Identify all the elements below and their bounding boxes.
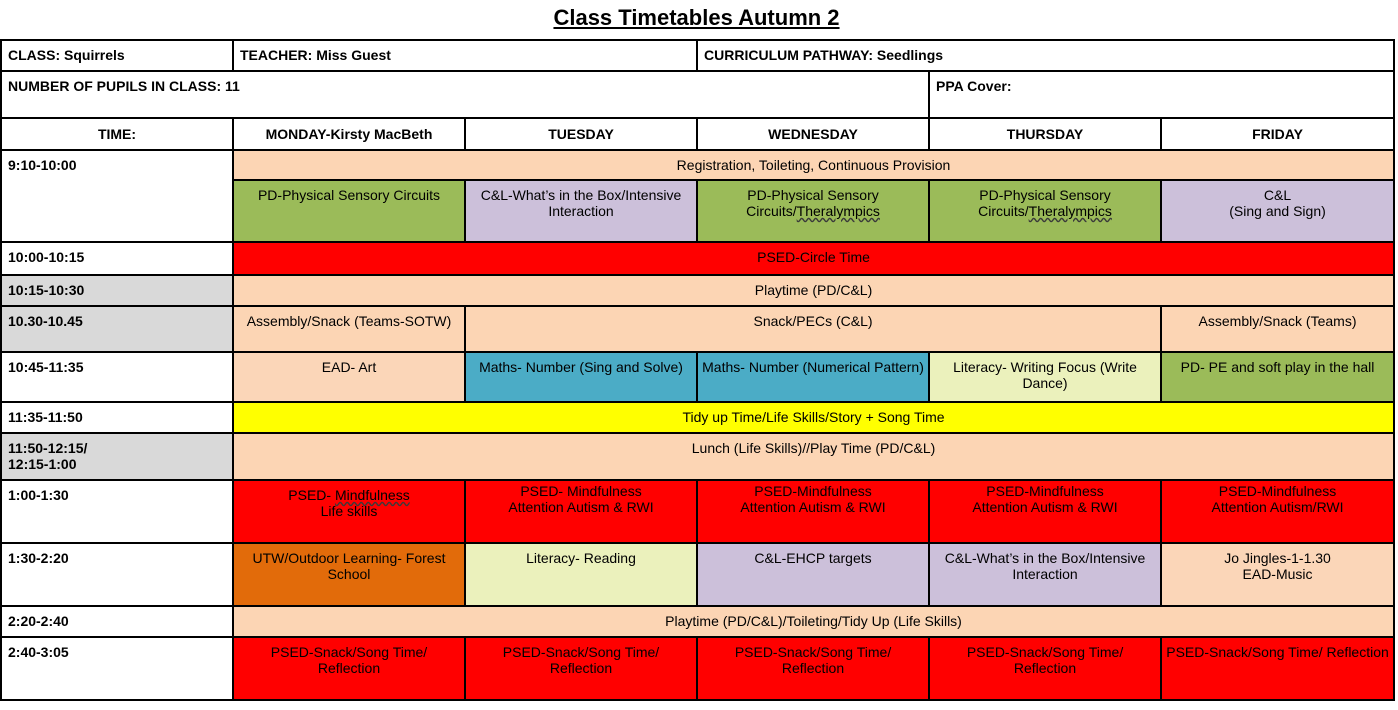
activity-cell: Maths- Number (Sing and Solve): [465, 352, 697, 402]
activity-line: Attention Autism/RWI: [1211, 499, 1344, 515]
activity-line: Circuits/: [746, 203, 797, 219]
info-row: [1, 40, 1394, 71]
activity-cell: [697, 180, 929, 242]
activity-cell: [1161, 480, 1394, 543]
activity-cell: PSED-Snack/Song Time/ Reflection: [465, 637, 697, 700]
table-row: [1, 637, 1394, 700]
activity-cell: [697, 480, 929, 543]
time-cell: 9:10-10:00: [1, 150, 233, 242]
activity-line: PSED-: [288, 487, 335, 503]
activity-line: PSED-Mindfulness: [1218, 483, 1337, 499]
teacher-label: TEACHER: Miss Guest: [233, 40, 697, 71]
activity-line: C&L: [1263, 187, 1292, 203]
ppa-label: PPA Cover:: [929, 71, 1394, 118]
activity-line: PSED-Mindfulness: [754, 483, 872, 499]
activity-cell: C&L-What’s in the Box/Intensive Interaction: [465, 180, 697, 242]
header-monday: MONDAY-Kirsty MacBeth: [233, 118, 465, 150]
activity-cell: EAD- Art: [233, 352, 465, 402]
activity-cell: UTW/Outdoor Learning- Forest School: [233, 543, 465, 606]
table-row: [1, 150, 1394, 180]
activity-cell: [233, 480, 465, 543]
time-cell: 10:45-11:35: [1, 352, 233, 402]
activity-line: EAD-Music: [1242, 566, 1313, 582]
activity-line: Mindfulness: [334, 487, 410, 503]
activity-line: Attention Autism & RWI: [972, 499, 1118, 515]
header-thursday: THURSDAY: [929, 118, 1161, 150]
activity-line: Circuits/: [978, 203, 1029, 219]
activity-cell: Registration, Toileting, Continuous Provision: [233, 150, 1394, 180]
table-row: [1, 402, 1394, 433]
activity-cell: PD-Physical Sensory Circuits: [233, 180, 465, 242]
activity-cell: Playtime (PD/C&L)/Toileting/Tidy Up (Life Skills): [233, 606, 1394, 637]
table-row: [1, 275, 1394, 306]
header-row: [1, 118, 1394, 150]
activity-cell: PSED-Snack/Song Time/ Reflection: [929, 637, 1161, 700]
activity-line: PD-Physical Sensory: [747, 187, 879, 203]
activity-line: (Sing and Sign): [1229, 203, 1326, 219]
activity-line: Life skills: [320, 503, 378, 519]
activity-cell: [929, 180, 1161, 242]
time-cell: 1:00-1:30: [1, 480, 233, 543]
header-time: TIME:: [1, 118, 233, 150]
activity-cell: [1161, 543, 1394, 606]
header-tuesday: TUESDAY: [465, 118, 697, 150]
activity-cell: C&L-What’s in the Box/Intensive Interaction: [929, 543, 1161, 606]
activity-line: PSED-Mindfulness: [986, 483, 1104, 499]
time-line: 12:15-1:00: [8, 456, 77, 472]
activity-line: Attention Autism & RWI: [740, 499, 886, 515]
activity-cell: PD- PE and soft play in the hall: [1161, 352, 1394, 402]
activity-cell: PSED-Snack/Song Time/ Reflection: [697, 637, 929, 700]
activity-cell: Literacy- Writing Focus (Write Dance): [929, 352, 1161, 402]
activity-cell: [465, 480, 697, 543]
page-title: Class Timetables Autumn 2: [553, 5, 840, 30]
activity-cell: PSED-Snack/Song Time/ Reflection: [1161, 637, 1394, 700]
activity-cell: Assembly/Snack (Teams): [1161, 306, 1394, 352]
activity-cell: [1161, 180, 1394, 242]
time-cell: 10.30-10.45: [1, 306, 233, 352]
activity-line: PD-Physical Sensory: [979, 187, 1111, 203]
activity-cell: Snack/PECs (C&L): [465, 306, 1161, 352]
time-cell: 2:40-3:05: [1, 637, 233, 700]
activity-line: Theralympics: [1028, 203, 1112, 219]
time-cell: [1, 433, 233, 480]
pupils-label: NUMBER OF PUPILS IN CLASS: 11: [1, 71, 929, 118]
activity-cell: Assembly/Snack (Teams-SOTW): [233, 306, 465, 352]
activity-cell: Literacy- Reading: [465, 543, 697, 606]
time-cell: 11:35-11:50: [1, 402, 233, 433]
activity-cell: C&L-EHCP targets: [697, 543, 929, 606]
activity-cell: Tidy up Time/Life Skills/Story + Song Time: [233, 402, 1394, 433]
activity-line: PSED- Mindfulness: [520, 483, 642, 499]
activity-line: Attention Autism & RWI: [508, 499, 654, 515]
table-row: [1, 433, 1394, 480]
time-cell: 10:15-10:30: [1, 275, 233, 306]
activity-line: Theralympics: [796, 203, 880, 219]
table-row: [1, 543, 1394, 606]
time-cell: 1:30-2:20: [1, 543, 233, 606]
time-line: 11:50-12:15/: [8, 440, 88, 456]
time-cell: 10:00-10:15: [1, 242, 233, 275]
table-row: [1, 306, 1394, 352]
table-row: [1, 352, 1394, 402]
activity-cell: PSED-Circle Time: [233, 242, 1394, 275]
header-friday: FRIDAY: [1161, 118, 1394, 150]
activity-line: Jo Jingles-1-1.30: [1224, 550, 1331, 566]
activity-cell: PSED-Snack/Song Time/ Reflection: [233, 637, 465, 700]
activity-cell: [929, 480, 1161, 543]
timetable: [0, 39, 1395, 701]
time-cell: 2:20-2:40: [1, 606, 233, 637]
pathway-label: CURRICULUM PATHWAY: Seedlings: [697, 40, 1394, 71]
table-row: [1, 480, 1394, 543]
table-row: [1, 242, 1394, 275]
table-row: [1, 606, 1394, 637]
class-label: CLASS: Squirrels: [1, 40, 233, 71]
activity-cell: Maths- Number (Numerical Pattern): [697, 352, 929, 402]
info-row-2: [1, 71, 1394, 118]
header-wednesday: WEDNESDAY: [697, 118, 929, 150]
activity-cell: Lunch (Life Skills)//Play Time (PD/C&L): [233, 433, 1394, 480]
activity-cell: Playtime (PD/C&L): [233, 275, 1394, 306]
